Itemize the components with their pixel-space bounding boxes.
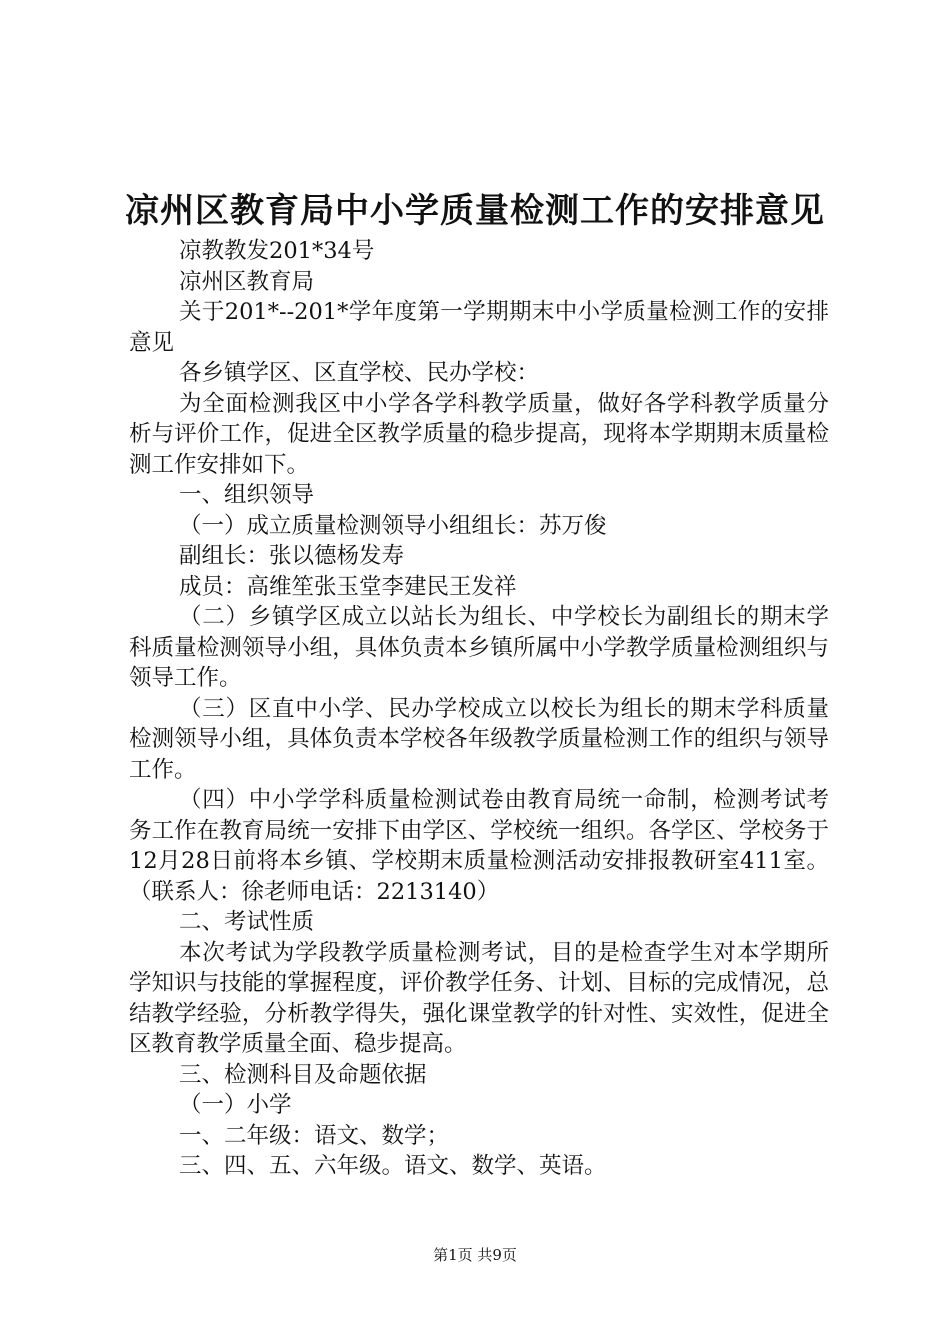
addressees: 各乡镇学区、区直学校、民办学校：	[179, 360, 540, 386]
grades-3-6-subjects: 三、四、五、六年级。语文、数学、英语。	[179, 1153, 607, 1179]
document-subject: 关于201*--201*学年度第一学期期末中小学质量检测工作的安排意见	[129, 299, 829, 356]
subsection-3-1: （一）小学	[179, 1092, 292, 1118]
section-heading-2: 二、考试性质	[179, 909, 315, 935]
subsection-1-3: （三）区直中小学、民办学校成立以校长为组长的期末学科质量检测领导小组，具体负责本学校各年级教学质量检测工作的组织与领导工作。	[129, 695, 829, 783]
issuing-authority: 凉州区教育局	[179, 268, 315, 295]
deputy-leaders: 副组长：张以德杨发寿	[179, 543, 405, 569]
intro-paragraph: 为全面检测我区中小学各学科教学质量，做好各学科教学质量分析与评价工作，促进全区教学质量的稳步提高，现将本学期期末质量检测工作安排如下。	[129, 390, 829, 478]
document-body	[129, 236, 829, 1182]
members: 成员：高维笙张玉堂李建民王发祥	[179, 573, 517, 600]
subsection-1-4: （四）中小学学科质量检测试卷由教育局统一命制，检测考试考务工作在教育局统一安排下由学区、学校统一组织。各学区、学校务于12月28日前将本乡镇、学校期末质量检测活动安排报教研室411室。（联系人：徐老师电话：2213140）	[129, 787, 829, 905]
section-heading-3: 三、检测科目及命题依据	[179, 1061, 427, 1088]
document-title: 凉州区教育局中小学质量检测工作的安排意见	[125, 191, 825, 231]
section-heading-1: 一、组织领导	[179, 482, 315, 508]
subsection-1-2: （二）乡镇学区成立以站长为组长、中学校长为副组长的期末学科质量检测领导小组，具体负责本乡镇所属中小学教学质量检测组织与领导工作。	[129, 604, 829, 691]
page-number-footer: 第1页 共9页	[433, 1246, 517, 1264]
grades-1-2-subjects: 一、二年级：语文、数学；	[179, 1122, 450, 1149]
exam-nature-paragraph: 本次考试为学段教学质量检测考试，目的是检查学生对本学期所学知识与技能的掌握程度，评价教学任务、计划、目标的完成情况，总结教学经验，分析教学得失，强化课堂教学的针对性、实效性，促进全区教育教学质量全面、稳步提高。	[129, 939, 829, 1057]
document-number: 凉教教发201*34号	[179, 238, 375, 264]
subsection-1-1: （一）成立质量检测领导小组组长：苏万俊	[179, 512, 607, 539]
